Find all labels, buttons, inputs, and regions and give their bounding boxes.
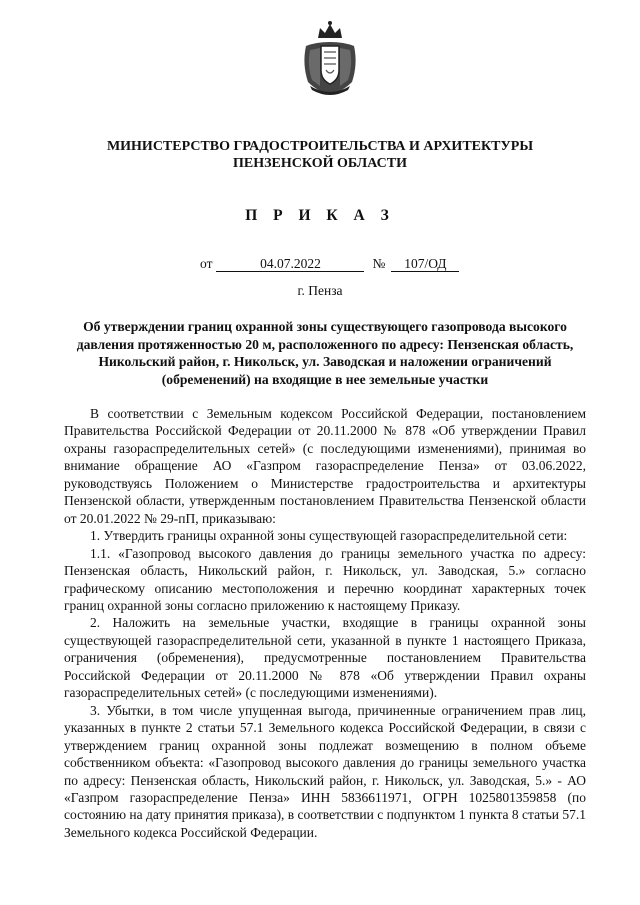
ministry-name-line1: МИНИСТЕРСТВО ГРАДОСТРОИТЕЛЬСТВА И АРХИТЕКТУРЫ xyxy=(106,139,534,154)
ministry-name xyxy=(60,138,580,172)
date-prefix: от xyxy=(200,256,213,271)
paragraph-preamble: В соответствии с Земельным кодексом Российской Федерации, постановлением Правительства Российской Федерации от 20.11.2000 № 878 «Об утверждении Правил охраны газораспределительных сетей» (с последующими изменениями), принимая во внимание обращение АО «Газпром газораспределение Пенза» от 03.06.2022, руководствуясь Положением о Министерстве градостроительства и архитектуры Пензенской области, утвержденным постановлением Правительства Пензенской области от 20.01.2022 № 29-пП, приказываю: xyxy=(64,406,586,526)
paragraph-item-2: 2. Наложить на земельные участки, входящие в границы охранной зоны существующей газораспределительной сети, указанной в пункте 1 настоящего Приказа, ограничения (обременения), предусмотренные постановлением Правительства Российской Федерации от 20.11.2000 № 878 «Об утверждении Правил охраны газораспределительных сетей» (с последующими изменениями). xyxy=(64,615,586,701)
ministry-name-line2: ПЕНЗЕНСКОЙ ОБЛАСТИ xyxy=(233,156,407,171)
order-body xyxy=(64,405,586,841)
order-date-number-line xyxy=(200,256,459,272)
order-subject: Об утверждении границ охранной зоны существующего газопровода высокого давления протяженностью 20 м, расположенного по адресу: Пензенская область, Никольский район, г. Никольск, ул. Заводская и наложении ограничений (обременений) на входящие в нее земельные участки xyxy=(76,319,574,387)
order-city: г. Пенза xyxy=(297,283,343,298)
number-label: № xyxy=(372,256,386,271)
paragraph-item-1-1: 1.1. «Газопровод высокого давления до границы земельного участка по адресу: Пензенская область, Никольский район, г. Никольск, ул. Заводская, 5.» согласно графическому описанию местоположения и перечню координат характерных точек границ охранной зоны согласно приложению к настоящему Приказу. xyxy=(64,545,586,613)
paragraph-item-1: 1. Утвердить границы охранной зоны существующей газораспределительной сети: xyxy=(90,528,568,544)
order-title: П Р И К А З xyxy=(245,207,395,224)
order-number: 107/ОД xyxy=(391,256,459,272)
paragraph-item-3: 3. Убытки, в том числе упущенная выгода, причиненные ограничением прав лиц, указанных в пункте 2 статьи 57.1 Земельного кодекса Российской Федерации, в связи с утверждением границ охранной зоны подлежат возмещению в полном объеме собственником объекта: «Газопровод высокого давления до границы земельного участка по адресу: Пензенская область, Никольский район, г. Никольск, ул. Заводская, 5.» - АО «Газпром газораспределение Пенза» ИНН 5836611971, ОГРН 1025801359858 (по состоянию на дату принятия приказа), в соответствии с подпунктом 1 пункта 8 статьи 57.1 Земельного кодекса Российской Федерации. xyxy=(64,702,586,840)
order-date: 04.07.2022 xyxy=(216,256,364,272)
coat-of-arms-emblem xyxy=(300,20,360,96)
